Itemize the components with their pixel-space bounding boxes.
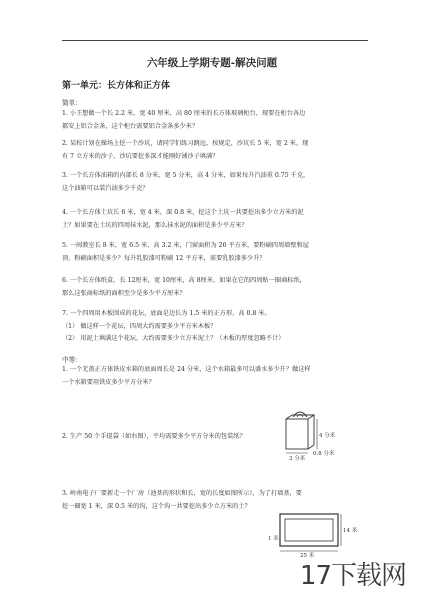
problem-line: 2. 生产 50 个手提袋（如右图），平均需要多少平方分米的包装纸？: [62, 433, 246, 440]
problem-line: 7. 一个四周用木板围成的花坛，底面是边长为 1.5 米的正方形，高 0.8 米。: [62, 310, 271, 317]
section-easy-label: 简单：: [62, 99, 82, 107]
bag-width-label: 0.8 分米: [313, 451, 335, 457]
watermark-logo: 17下载网: [299, 561, 406, 591]
problem-medium-1: [62, 364, 362, 389]
problem-line: 2. 某校计划在操场上挖一个沙坑，请同学们练习跳远，按规定，沙坑长 5 米，宽 2 米，现: [62, 140, 309, 147]
unit-heading: 第一单元：长方体和正方体: [62, 81, 171, 91]
problem-line: 3. 一个长方体油箱的内部长 8 分米，宽 5 分米，高 4 分米，如果每升汽油重 0.75 千克，: [62, 172, 310, 179]
problem-line: （1） 做这样一个花坛，四周大约需要多少平方米木板？: [62, 322, 217, 330]
problem-line: 土？如果要在土坑的四周抹水泥，那么抹水泥的面积是多少平方米？: [62, 221, 248, 229]
problem-line: 1. 小王想做一个长 2.2 米，宽 40 厘米，高 80 厘米的长方体玻璃柜台，现要在柜台各边: [62, 110, 306, 117]
problem-line: 4. 一个长方体土坑长 6 米，宽 4 米，深 0.8 米，挖这个土坑一共要挖出多少立方米的泥: [62, 209, 304, 216]
problem-easy-2: [62, 138, 362, 163]
problem-line: 挖一圈宽 1 米，深 0.5 米的沟，这个沟一共要挖出多少立方米的土？: [62, 502, 251, 510]
problem-line: 5. 一间教室长 8 米，宽 6.5 米，高 3.2 米，门窗面积为 26 平方米，要粉刷四周墙壁和屋: [62, 242, 309, 249]
problem-line: 6. 一个长方体纸盒，长 12厘米，宽 10厘米，高 8厘米，如果在它的四周贴一圈商标纸，: [62, 277, 306, 284]
plot-side-label: 14 米: [343, 528, 358, 534]
problem-line: 3. 岭南电子厂要新走一个厂房（池基的形状和长，宽的长度如图所示），为了打墙基，要: [62, 490, 302, 497]
problem-line: 这个油箱可以装汽油多少千克？: [62, 184, 149, 192]
problem-easy-1: [62, 108, 362, 133]
shopping-bag-figure: [283, 409, 358, 469]
problem-easy-7: [62, 308, 362, 346]
bag-height-label: 4 分米: [319, 433, 336, 439]
problem-line: 一个水箱要用铁皮多少平方分米？: [62, 378, 155, 386]
plot-bottom-label: 25 米: [300, 553, 315, 559]
problem-line: 那么这张商标纸的面积至少是多少平方厘米？: [62, 289, 186, 297]
problem-easy-3: [62, 170, 362, 195]
page-title: 六年级上学期专题-解决问题: [146, 57, 278, 69]
problem-line: 都安上铝合金条，这个柜台需要铝合金条多少米？: [62, 122, 199, 130]
problem-easy-6: [62, 275, 362, 300]
plot-width-label: 1 米: [268, 536, 279, 542]
problem-line: 1. 一个无盖正方体铁皮水箱的底面周长是 24 分米，这个水箱最多可以盛水多少升？做这样: [62, 366, 311, 373]
problem-line: 有 7 立方米的沙子，沙坑要挖多深才能刚好铺沙子填满？: [62, 152, 219, 160]
factory-plot-figure: [268, 510, 358, 560]
problem-easy-5: [62, 240, 362, 265]
problem-easy-4: [62, 207, 362, 232]
bag-length-label: 3 分米: [289, 456, 306, 462]
problem-line: 顶，粉刷面积是多少？每升乳胶漆可粉刷 12 平方米，需要乳胶漆多少升？: [62, 254, 266, 262]
top-rule: [62, 40, 368, 41]
section-medium-label: 中等：: [62, 356, 82, 364]
problem-line: （2） 用泥土填满这个花坛，大约需要多少立方米泥土？（木板的厚度忽略不计）: [62, 335, 285, 342]
